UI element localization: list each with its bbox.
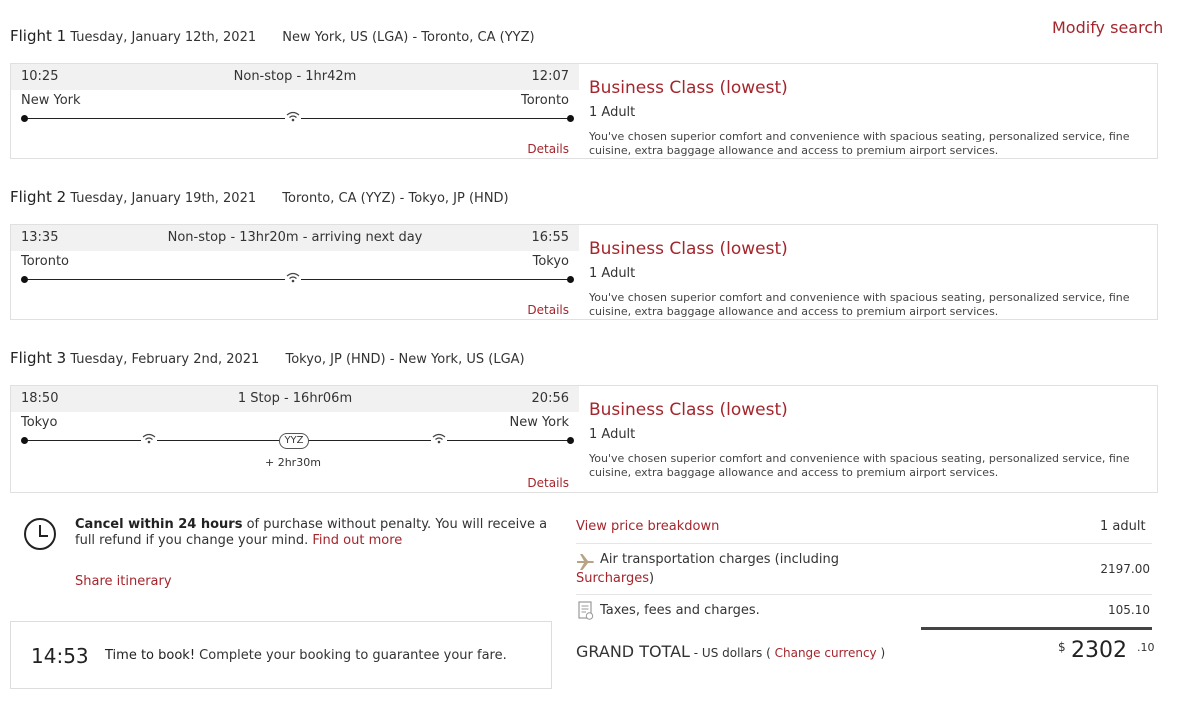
flight-1-passengers: 1 Adult (589, 105, 636, 120)
grand-total-cents: .10 (1137, 641, 1155, 654)
air-charges-label: Air transportation charges (including (600, 552, 839, 567)
divider (576, 543, 1152, 544)
flight-3-stop-code: YYZ (279, 433, 309, 449)
taxes-label: Taxes, fees and charges. (600, 603, 760, 618)
flight-2-label: Flight 2 (10, 188, 67, 206)
modify-search-link[interactable]: Modify search (1052, 18, 1164, 37)
timer-message (105, 648, 507, 663)
flight-3-passengers: 1 Adult (589, 427, 636, 442)
currency-label: - US dollars ( (689, 646, 775, 660)
flight-2-date: Tuesday, January 19th, 2021 (70, 191, 257, 206)
flight-2-details-link[interactable]: Details (527, 303, 569, 317)
cancel-policy-bold: Cancel within 24 hours (75, 517, 243, 532)
share-itinerary-link[interactable]: Share itinerary (75, 574, 172, 589)
flight-3-segment (11, 386, 579, 492)
currency-close: ) (876, 646, 886, 660)
flight-1-depart-time: 10:25 (21, 69, 59, 84)
flight-1-header (10, 27, 535, 45)
find-out-more-link[interactable]: Find out more (312, 533, 403, 548)
grand-total-text: GRAND TOTAL (576, 642, 690, 661)
flight-3-date: Tuesday, February 2nd, 2021 (70, 352, 260, 367)
grand-total-label (576, 642, 885, 661)
air-charges-label-close: ) (649, 571, 655, 586)
flight-3-header (10, 349, 525, 367)
flight-3-end-dot (567, 437, 574, 444)
flight-1-card (10, 63, 1158, 159)
flight-2-cabin: Business Class (lowest) (589, 239, 788, 259)
cancel-policy-text: of purchase without penalty. You will receive a full refund if you change your mind. (75, 517, 548, 548)
surcharges-link[interactable]: Surcharges (576, 571, 650, 586)
flight-1-end-dot (567, 115, 574, 122)
flight-3-description: You've chosen superior comfort and convenience with spacious seating, personalized service, fine cuisine, extra baggage allowance and access to premium airport services. (589, 452, 1130, 479)
timer-countdown: 14:53 (31, 644, 89, 668)
flight-1-date: Tuesday, January 12th, 2021 (70, 30, 257, 45)
flight-3-arrive-time: 20:56 (531, 391, 569, 406)
flight-2-arrive-time: 16:55 (531, 230, 569, 245)
clock-icon (24, 518, 56, 550)
wifi-icon (285, 271, 301, 283)
air-charges-row (576, 551, 1150, 589)
wifi-icon (431, 432, 447, 444)
flight-1-segment (11, 64, 579, 158)
flight-1-origin: New York (21, 93, 81, 108)
flight-3-depart-time: 18:50 (21, 391, 59, 406)
flight-3-origin: Tokyo (21, 415, 58, 430)
receipt-icon (578, 601, 594, 625)
wifi-icon (141, 432, 157, 444)
flight-3-start-dot (21, 437, 28, 444)
flight-2-origin: Toronto (21, 254, 69, 269)
total-divider (921, 627, 1152, 630)
flight-1-label: Flight 1 (10, 27, 67, 45)
air-charges-label-2 (576, 571, 654, 586)
flight-1-destination: Toronto (521, 93, 569, 108)
flight-3-card (10, 385, 1158, 493)
flight-3-details-link[interactable]: Details (527, 476, 569, 490)
flight-2-segment (11, 225, 579, 319)
flight-3-label: Flight 3 (10, 349, 67, 367)
flight-1-start-dot (21, 115, 28, 122)
flight-3-duration: 1 Stop - 16hr06m (237, 391, 353, 406)
flight-1-arrive-time: 12:07 (531, 69, 569, 84)
flight-1-cabin: Business Class (lowest) (589, 78, 788, 98)
flight-2-route: Toronto, CA (YYZ) - Tokyo, JP (HND) (282, 191, 509, 206)
booking-timer (10, 621, 552, 689)
flight-2-description: You've chosen superior comfort and convenience with spacious seating, personalized service, fine cuisine, extra baggage allowance and access to premium airport services. (589, 291, 1130, 318)
flight-2-card (10, 224, 1158, 320)
flight-3-destination: New York (509, 415, 569, 430)
taxes-row (576, 601, 1150, 623)
flight-2-header (10, 188, 509, 206)
flight-3-stop-duration: + 2hr30m (265, 456, 321, 469)
flight-3-cabin: Business Class (lowest) (589, 400, 788, 420)
flight-1-route: New York, US (LGA) - Toronto, CA (YYZ) (282, 30, 535, 45)
flight-2-duration: Non-stop - 13hr20m - arriving next day (167, 230, 423, 245)
flight-2-end-dot (567, 276, 574, 283)
flight-1-description: You've chosen superior comfort and convenience with spacious seating, personalized service, fine cuisine, extra baggage allowance and access to premium airport services. (589, 130, 1130, 157)
taxes-value: 105.10 (1108, 603, 1150, 617)
cancel-policy (75, 517, 555, 549)
grand-total-amount: 2302 (1071, 638, 1127, 663)
flight-1-details-link[interactable]: Details (527, 142, 569, 156)
flight-2-depart-time: 13:35 (21, 230, 59, 245)
change-currency-link[interactable]: Change currency (774, 646, 877, 660)
timer-text: Complete your booking to guarantee your fare. (195, 648, 507, 663)
divider (576, 594, 1152, 595)
timer-bold: Time to book! (105, 648, 196, 663)
flight-1-duration: Non-stop - 1hr42m (233, 69, 357, 84)
flight-2-passengers: 1 Adult (589, 266, 636, 281)
flight-3-route: Tokyo, JP (HND) - New York, US (LGA) (285, 352, 525, 367)
flight-2-start-dot (21, 276, 28, 283)
total-currency-symbol: $ (1058, 640, 1066, 654)
air-charges-value: 2197.00 (1100, 562, 1150, 576)
wifi-icon (285, 110, 301, 122)
price-adult-count: 1 adult (1100, 519, 1146, 534)
view-price-breakdown-link[interactable]: View price breakdown (576, 519, 720, 534)
flight-2-destination: Tokyo (532, 254, 569, 269)
